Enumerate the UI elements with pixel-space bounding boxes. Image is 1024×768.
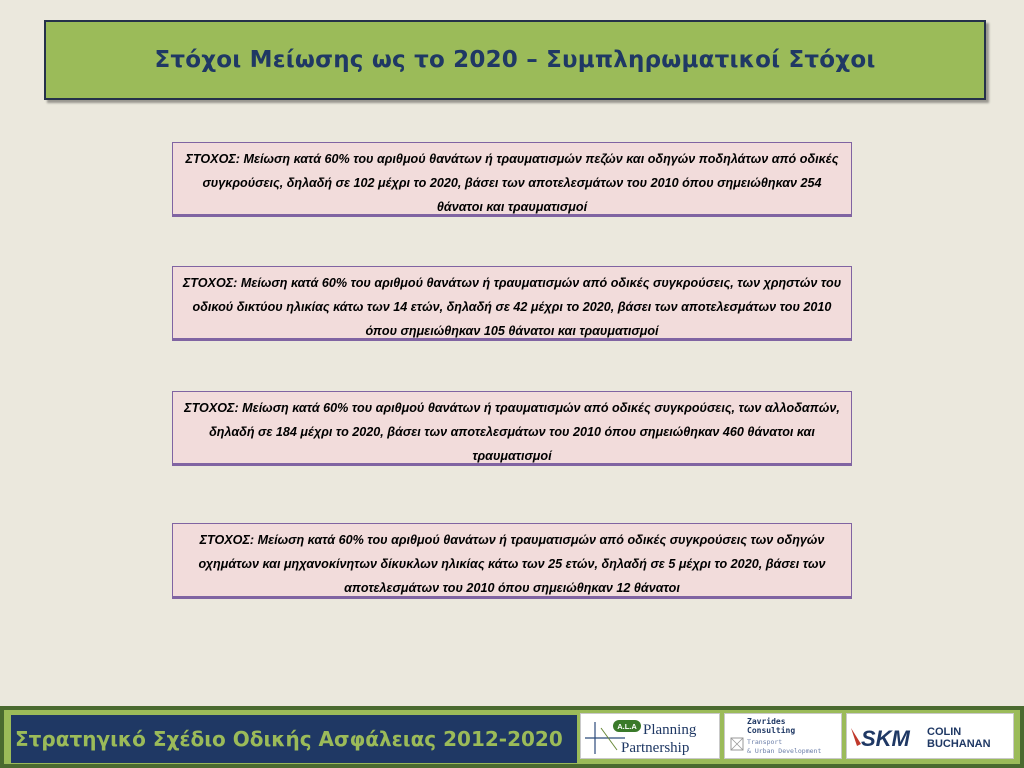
zavrides-consulting-logo: [724, 713, 842, 759]
footer-title-band: [11, 715, 577, 763]
goal-label: ΣΤΟΧΟΣ:: [199, 533, 255, 547]
footer-title: Στρατηγικό Σχέδιο Οδικής Ασφάλειας 2012-2020: [15, 727, 563, 751]
zavrides-line4: & Urban Development: [747, 747, 822, 755]
goal-box-4: [172, 523, 852, 599]
skm-line1: COLIN: [927, 726, 962, 738]
zavrides-line2: Consulting: [747, 726, 796, 735]
zavrides-line3: Transport: [747, 738, 783, 746]
goal-text: Μείωση κατά 60% του αριθμού θανάτων ή τραυματισμών από οδικές συγκρούσεις, των χρηστών του οδικού δικτύου ηλικίας κάτω των 14 ετών, δηλαδή σε 42 μέχρι το 2020, βάσει των αποτελεσμάτων του 2010 όπου σημειώθηκαν 105 θάνατοι και τραυματισμοί: [192, 276, 842, 338]
footer-bar: [0, 706, 1024, 768]
goal-box-2: [172, 266, 852, 341]
skm-mark: SKM: [861, 726, 910, 751]
skm-line2: BUCHANAN: [927, 738, 991, 750]
goal-box-1: [172, 142, 852, 217]
goal-text: Μείωση κατά 60% του αριθμού θανάτων ή τραυματισμών από οδικές συγκρούσεις, των αλλοδαπών, δηλαδή σε 184 μέχρι το 2020, βάσει των αποτελεσμάτων του 2010 όπου σημειώθηκαν 460 θάνατοι και τραυματισμοί: [209, 401, 840, 463]
ala-logo-graphic: [581, 714, 719, 758]
zavrides-logo-graphic: [725, 714, 841, 758]
skm-logo-graphic: [847, 714, 1013, 758]
skm-red-swoosh: [851, 728, 861, 746]
ala-line2: Partnership: [621, 740, 690, 756]
goal-text: Μείωση κατά 60% του αριθμού θανάτων ή τραυματισμών από οδικές συγκρούσεις των οδηγών οχημάτων και μηχανοκίνητων δίκυκλων ηλικίας κάτω των 25 ετών, δηλαδή σε 5 μέχρι το 2020, βάσει των αποτελεσμάτων του 2010 όπου σημειώθηκαν 12 θάνατοι: [198, 533, 826, 595]
ala-planning-partnership-logo: [580, 713, 720, 759]
skm-colin-buchanan-logo: [846, 713, 1014, 759]
slide-title: Στόχοι Μείωσης ως το 2020 – Συμπληρωματικοί Στόχοι: [154, 47, 876, 73]
goal-box-3: [172, 391, 852, 466]
ala-line1: Planning: [643, 722, 697, 738]
goal-label: ΣΤΟΧΟΣ:: [184, 401, 239, 415]
slide-title-box: [44, 20, 986, 100]
ala-badge-text: A.L.A: [617, 722, 637, 731]
zavrides-line1: Zavrides: [747, 717, 786, 726]
goal-text: Μείωση κατά 60% του αριθμού θανάτων ή τραυματισμών πεζών και οδηγών ποδηλάτων από οδικές συγκρούσεις, δηλαδή σε 102 μέχρι το 2020, βάσει των αποτελεσμάτων του 2010 όπου σημειώθηκαν 254 θάνατοι και τραυματισμοί: [202, 152, 839, 214]
goal-label: ΣΤΟΧΟΣ:: [185, 152, 241, 166]
goal-label: ΣΤΟΧΟΣ:: [182, 276, 238, 290]
